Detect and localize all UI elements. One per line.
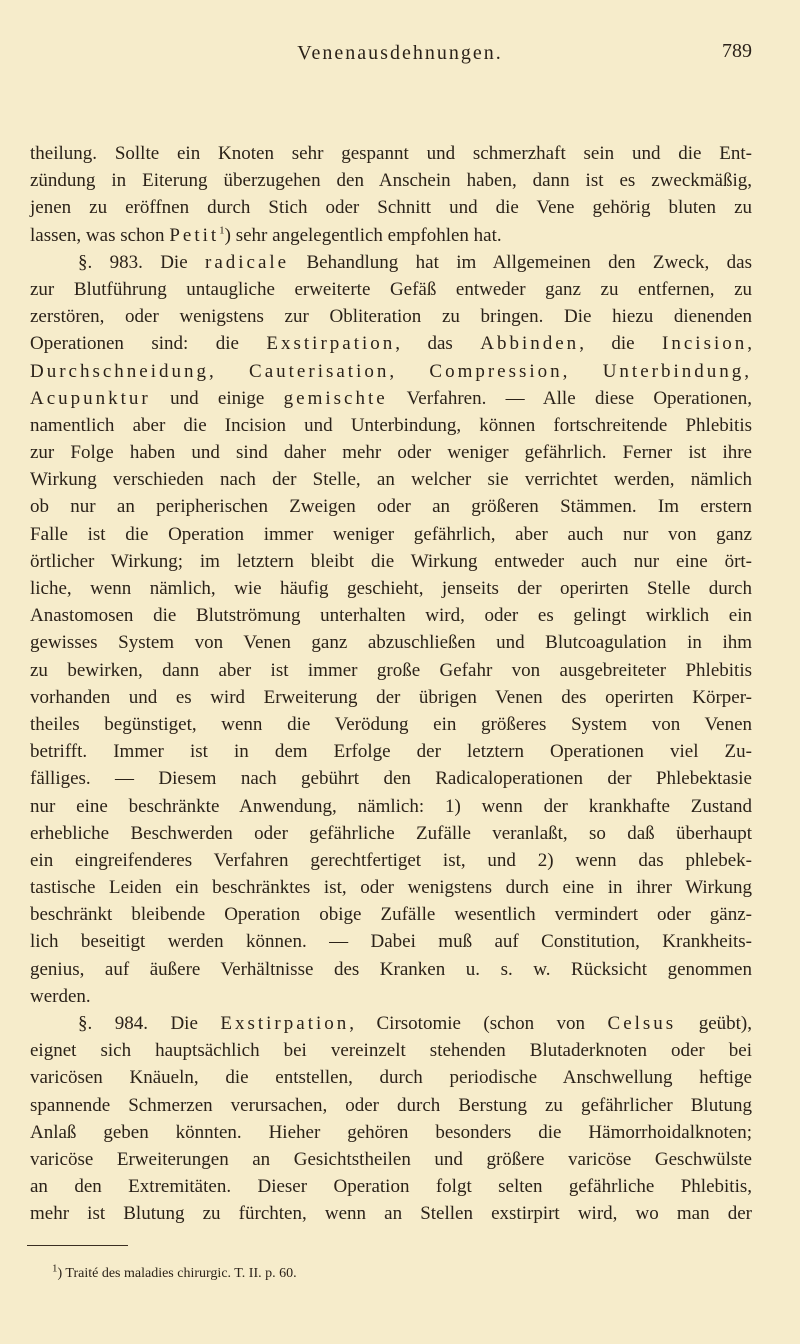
text-segment: und einige bbox=[150, 387, 284, 409]
text-segment: , Cirsotomie (schon von bbox=[349, 1013, 608, 1034]
text-line bbox=[30, 1010, 752, 1037]
footnote bbox=[52, 1262, 297, 1282]
text-segment: lassen, was schon bbox=[30, 224, 170, 246]
text-line: namentlich aber die Incision und Unterbindung, können fortschreitende Phlebitis bbox=[30, 414, 752, 436]
body-text bbox=[30, 140, 752, 1228]
spaced-emphasis: Exstirpation bbox=[220, 1013, 350, 1034]
text-line bbox=[30, 385, 752, 412]
text-line: ob nur an peripherischen Zweigen oder an größeren Stämmen. Im erstern bbox=[30, 496, 752, 518]
spaced-emphasis: Celsus bbox=[607, 1013, 677, 1034]
text-line: erhebliche Beschwerden oder gefährliche Zufälle veranlaßt, so daß überhaupt bbox=[30, 822, 752, 844]
spaced-emphasis: Abbinden bbox=[480, 333, 580, 355]
text-line: an den Extremitäten. Dieser Operation folgt selten gefährliche Phlebitis, bbox=[30, 1176, 752, 1198]
text-line bbox=[30, 222, 752, 249]
text-line: mehr ist Blutung zu fürchten, wenn an Stellen exstirpirt wird, wo man der bbox=[30, 1203, 752, 1225]
text-line: genius, auf äußere Verhältnisse des Kranken u. s. w. Rücksicht genommen bbox=[30, 958, 752, 980]
text-line: spannende Schmerzen verursachen, oder durch Berstung zu gefährlicher Blutung bbox=[30, 1094, 752, 1116]
text-line: varicösen Knäueln, die entstellen, durch periodische Anschwellung heftige bbox=[30, 1067, 752, 1089]
text-line: ein eingreifenderes Verfahren gerechtfertiget ist, und 2) wenn das phlebek- bbox=[30, 849, 752, 871]
text-line: Falle ist die Operation immer weniger gefährlich, aber auch nur von ganz bbox=[30, 523, 752, 545]
text-line: betrifft. Immer ist in dem Erfolge der letztern Operationen viel Zu- bbox=[30, 741, 752, 763]
footnote-divider bbox=[27, 1245, 128, 1246]
text-line: fälliges. — Diesem nach gebührt den Radicaloperationen der Phlebektasie bbox=[30, 768, 752, 790]
text-segment: Operationen sind: die bbox=[30, 333, 267, 355]
text-line: liche, wenn nämlich, wie häufig geschieht, jenseits der operirten Stelle durch bbox=[30, 578, 752, 599]
text-line: vorhanden und es wird Erweiterung der übrigen Venen des operirten Körper- bbox=[30, 686, 752, 708]
spaced-emphasis: Petit bbox=[169, 224, 220, 246]
text-segment: §. 984. Die bbox=[78, 1013, 221, 1034]
text-line: gewisses System von Venen ganz abzuschließen und Blutcoagulation in ihm bbox=[30, 632, 752, 654]
text-line: zur Blutführung untaugliche erweiterte Gefäß entweder ganz zu entfernen, zu bbox=[30, 278, 752, 300]
page-number: 789 bbox=[722, 40, 752, 62]
running-title: Venenausdehnungen. bbox=[297, 42, 503, 64]
text-segment: ) sehr angelegentlich empfohlen hat. bbox=[224, 224, 502, 246]
text-segment: , das bbox=[395, 333, 481, 355]
text-line: werden. bbox=[30, 985, 91, 1007]
text-line bbox=[30, 330, 752, 357]
footnote-marker: 1 bbox=[52, 1262, 58, 1275]
text-line: zerstören, oder wenigstens zur Obliteration zu bringen. Die hiezu dienenden bbox=[30, 306, 752, 328]
text-line: tastische Leiden ein beschränktes ist, oder wenigstens durch eine in ihrer Wirkung bbox=[30, 877, 752, 899]
text-segment: , bbox=[747, 333, 752, 355]
text-segment: , die bbox=[579, 333, 663, 355]
footnote-text: ) Traité des maladies chirurgic. T. II. p. 60. bbox=[57, 1266, 297, 1281]
text-line: zündung in Eiterung überzugehen den Anschein haben, dann ist es zweckmäßig, bbox=[30, 170, 752, 192]
text-line: zur Folge haben und sind daher mehr oder weniger gefährlich. Ferner ist ihre bbox=[30, 442, 752, 464]
text-line bbox=[30, 358, 752, 385]
text-line: Anlaß geben könnten. Hieher gehören besonders die Hämorrhoidalknoten; bbox=[30, 1121, 752, 1143]
text-line: beschränkt bleibende Operation obige Zufälle wesentlich vermindert oder gänz- bbox=[30, 904, 752, 926]
text-line bbox=[30, 249, 752, 276]
text-line: nur eine beschränkte Anwendung, nämlich: 1) wenn der krankhafte Zustand bbox=[30, 795, 752, 817]
spaced-emphasis: radicale bbox=[205, 251, 290, 273]
text-segment: geübt), bbox=[676, 1013, 752, 1034]
spaced-emphasis: Acupunktur bbox=[30, 387, 151, 409]
page-header bbox=[0, 42, 800, 72]
text-line: varicöse Erweiterungen an Gesichtstheilen und größere varicöse Geschwülste bbox=[30, 1148, 752, 1170]
text-segment: §. 983. Die bbox=[78, 251, 205, 273]
text-line: theilung. Sollte ein Knoten sehr gespannt und schmerzhaft sein und die Ent- bbox=[30, 143, 752, 164]
text-line: eignet sich hauptsächlich bei vereinzelt stehenden Blutaderknoten oder bei bbox=[30, 1040, 752, 1062]
text-segment: Behandlung hat im Allgemeinen den Zweck, das bbox=[289, 251, 752, 273]
text-line: lich beseitigt werden können. — Dabei muß auf Constitution, Krankheits- bbox=[30, 931, 752, 953]
spaced-emphasis: Exstirpation bbox=[266, 333, 396, 355]
text-line: Wirkung verschieden nach der Stelle, an welcher sie verrichtet werden, nämlich bbox=[30, 469, 752, 491]
text-line: jenen zu eröffnen durch Stich oder Schnitt und die Vene gehörig bluten zu bbox=[30, 197, 752, 219]
text-segment: Verfahren. — Alle diese Operationen, bbox=[387, 387, 752, 409]
footnote-reference: 1 bbox=[219, 224, 225, 237]
text-line: örtlicher Wirkung; im letztern bleibt die Wirkung entweder auch nur eine ört- bbox=[30, 550, 752, 572]
spaced-emphasis: Durchschneidung, Cauterisation, Compression, Unterbindung, bbox=[30, 360, 752, 382]
text-line: Anastomosen die Blutströmung unterhalten wird, oder es gelingt wirklich ein bbox=[30, 605, 752, 627]
text-line: theiles begünstiget, wenn die Verödung ein größeres System von Venen bbox=[30, 713, 752, 735]
spaced-emphasis: gemischte bbox=[283, 387, 388, 409]
text-line: zu bewirken, dann aber ist immer große Gefahr von ausgebreiteter Phlebitis bbox=[30, 659, 752, 681]
spaced-emphasis: Incision bbox=[662, 333, 748, 355]
